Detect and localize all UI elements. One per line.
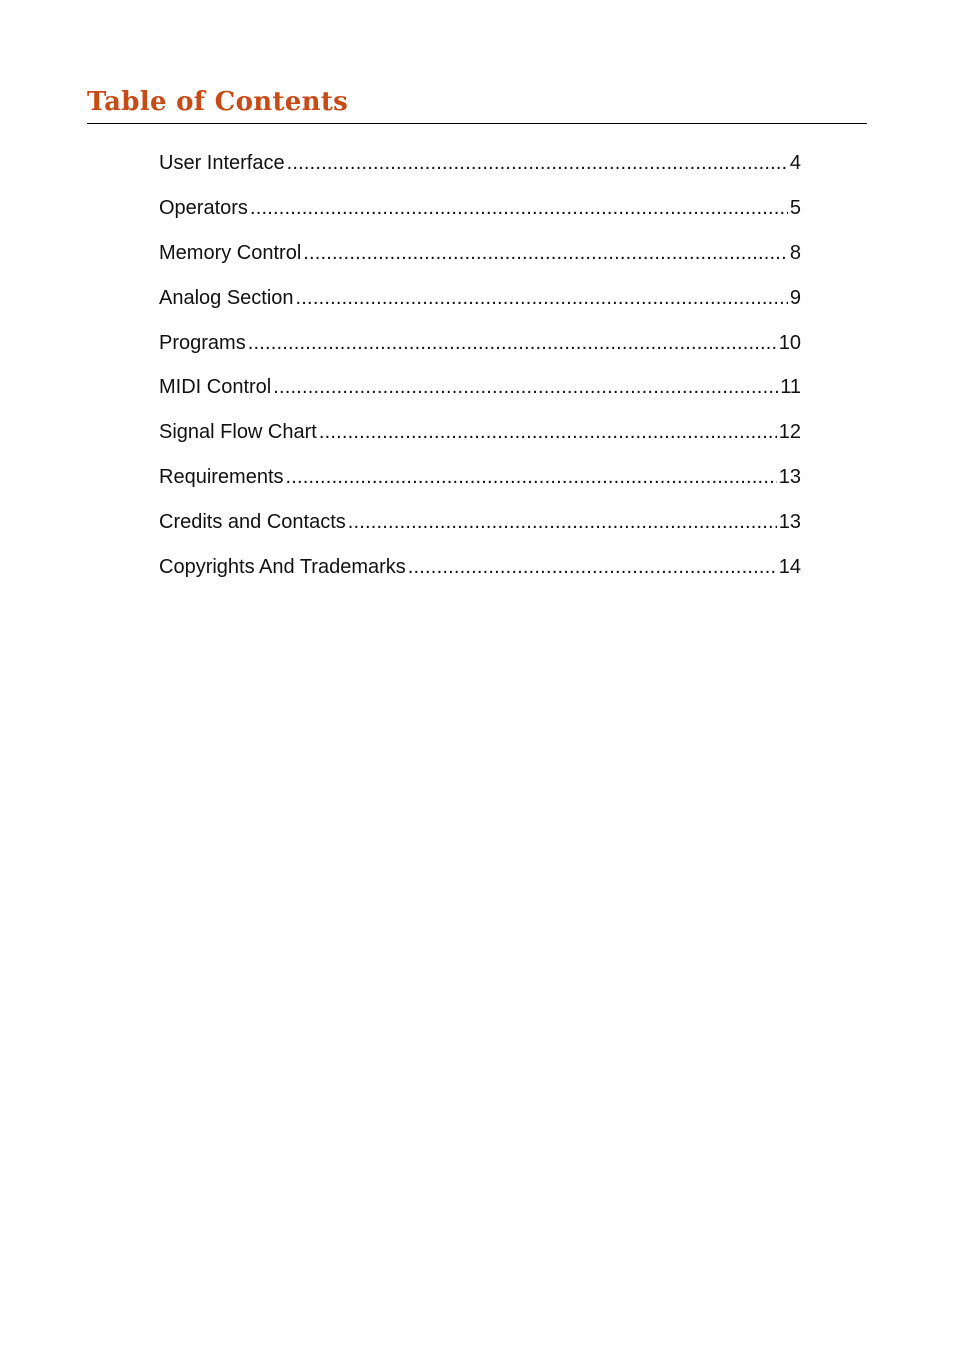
toc-list (159, 147, 801, 596)
toc-dot-leader (348, 506, 777, 538)
toc-dot-leader (319, 416, 777, 448)
toc-entry-copyrights-and-trademarks[interactable] (159, 551, 801, 596)
toc-dot-leader (250, 192, 788, 224)
toc-dot-leader (287, 147, 788, 179)
toc-entry-memory-control[interactable] (159, 237, 801, 282)
toc-entry-title: Analog Section (159, 286, 294, 309)
toc-page-number: 8 (789, 241, 801, 264)
toc-dot-leader (273, 371, 778, 403)
page-title: Table of Contents (87, 87, 349, 117)
toc-page-number: 4 (789, 152, 801, 174)
toc-entry-programs[interactable] (159, 327, 801, 372)
toc-page-number: 13 (778, 511, 801, 534)
toc-entry-signal-flow-chart[interactable] (159, 416, 801, 461)
toc-page-number: 12 (778, 421, 801, 444)
toc-entry-title: Programs (159, 331, 246, 354)
toc-page-number: 9 (789, 286, 801, 309)
toc-entry-title: User Interface (159, 152, 285, 174)
toc-entry-title: MIDI Control (159, 376, 272, 399)
toc-dot-leader (296, 282, 788, 314)
toc-dot-leader (286, 461, 777, 493)
toc-entry-operators[interactable] (159, 192, 801, 237)
toc-page-number: 5 (789, 196, 801, 219)
toc-entry-title: Copyrights And Trademarks (159, 556, 406, 579)
toc-page-number: 10 (778, 331, 801, 354)
toc-entry-midi-control[interactable] (159, 371, 801, 416)
toc-page-number: 13 (778, 466, 801, 489)
toc-entry-title: Signal Flow Chart (159, 421, 317, 444)
toc-dot-leader (248, 327, 777, 359)
toc-entry-requirements[interactable] (159, 461, 801, 506)
toc-entry-credits-and-contacts[interactable] (159, 506, 801, 551)
toc-page-number: 14 (778, 556, 801, 579)
toc-entry-title: Memory Control (159, 241, 302, 264)
toc-page-number: 11 (780, 376, 801, 399)
toc-entry-title: Operators (159, 196, 248, 219)
toc-dot-leader (303, 237, 788, 269)
heading-divider (87, 123, 867, 124)
toc-entry-title: Credits and Contacts (159, 511, 346, 534)
toc-entry-analog-section[interactable] (159, 282, 801, 327)
toc-dot-leader (408, 551, 777, 583)
toc-entry-title: Requirements (159, 466, 284, 489)
toc-entry-user-interface[interactable] (159, 147, 801, 192)
